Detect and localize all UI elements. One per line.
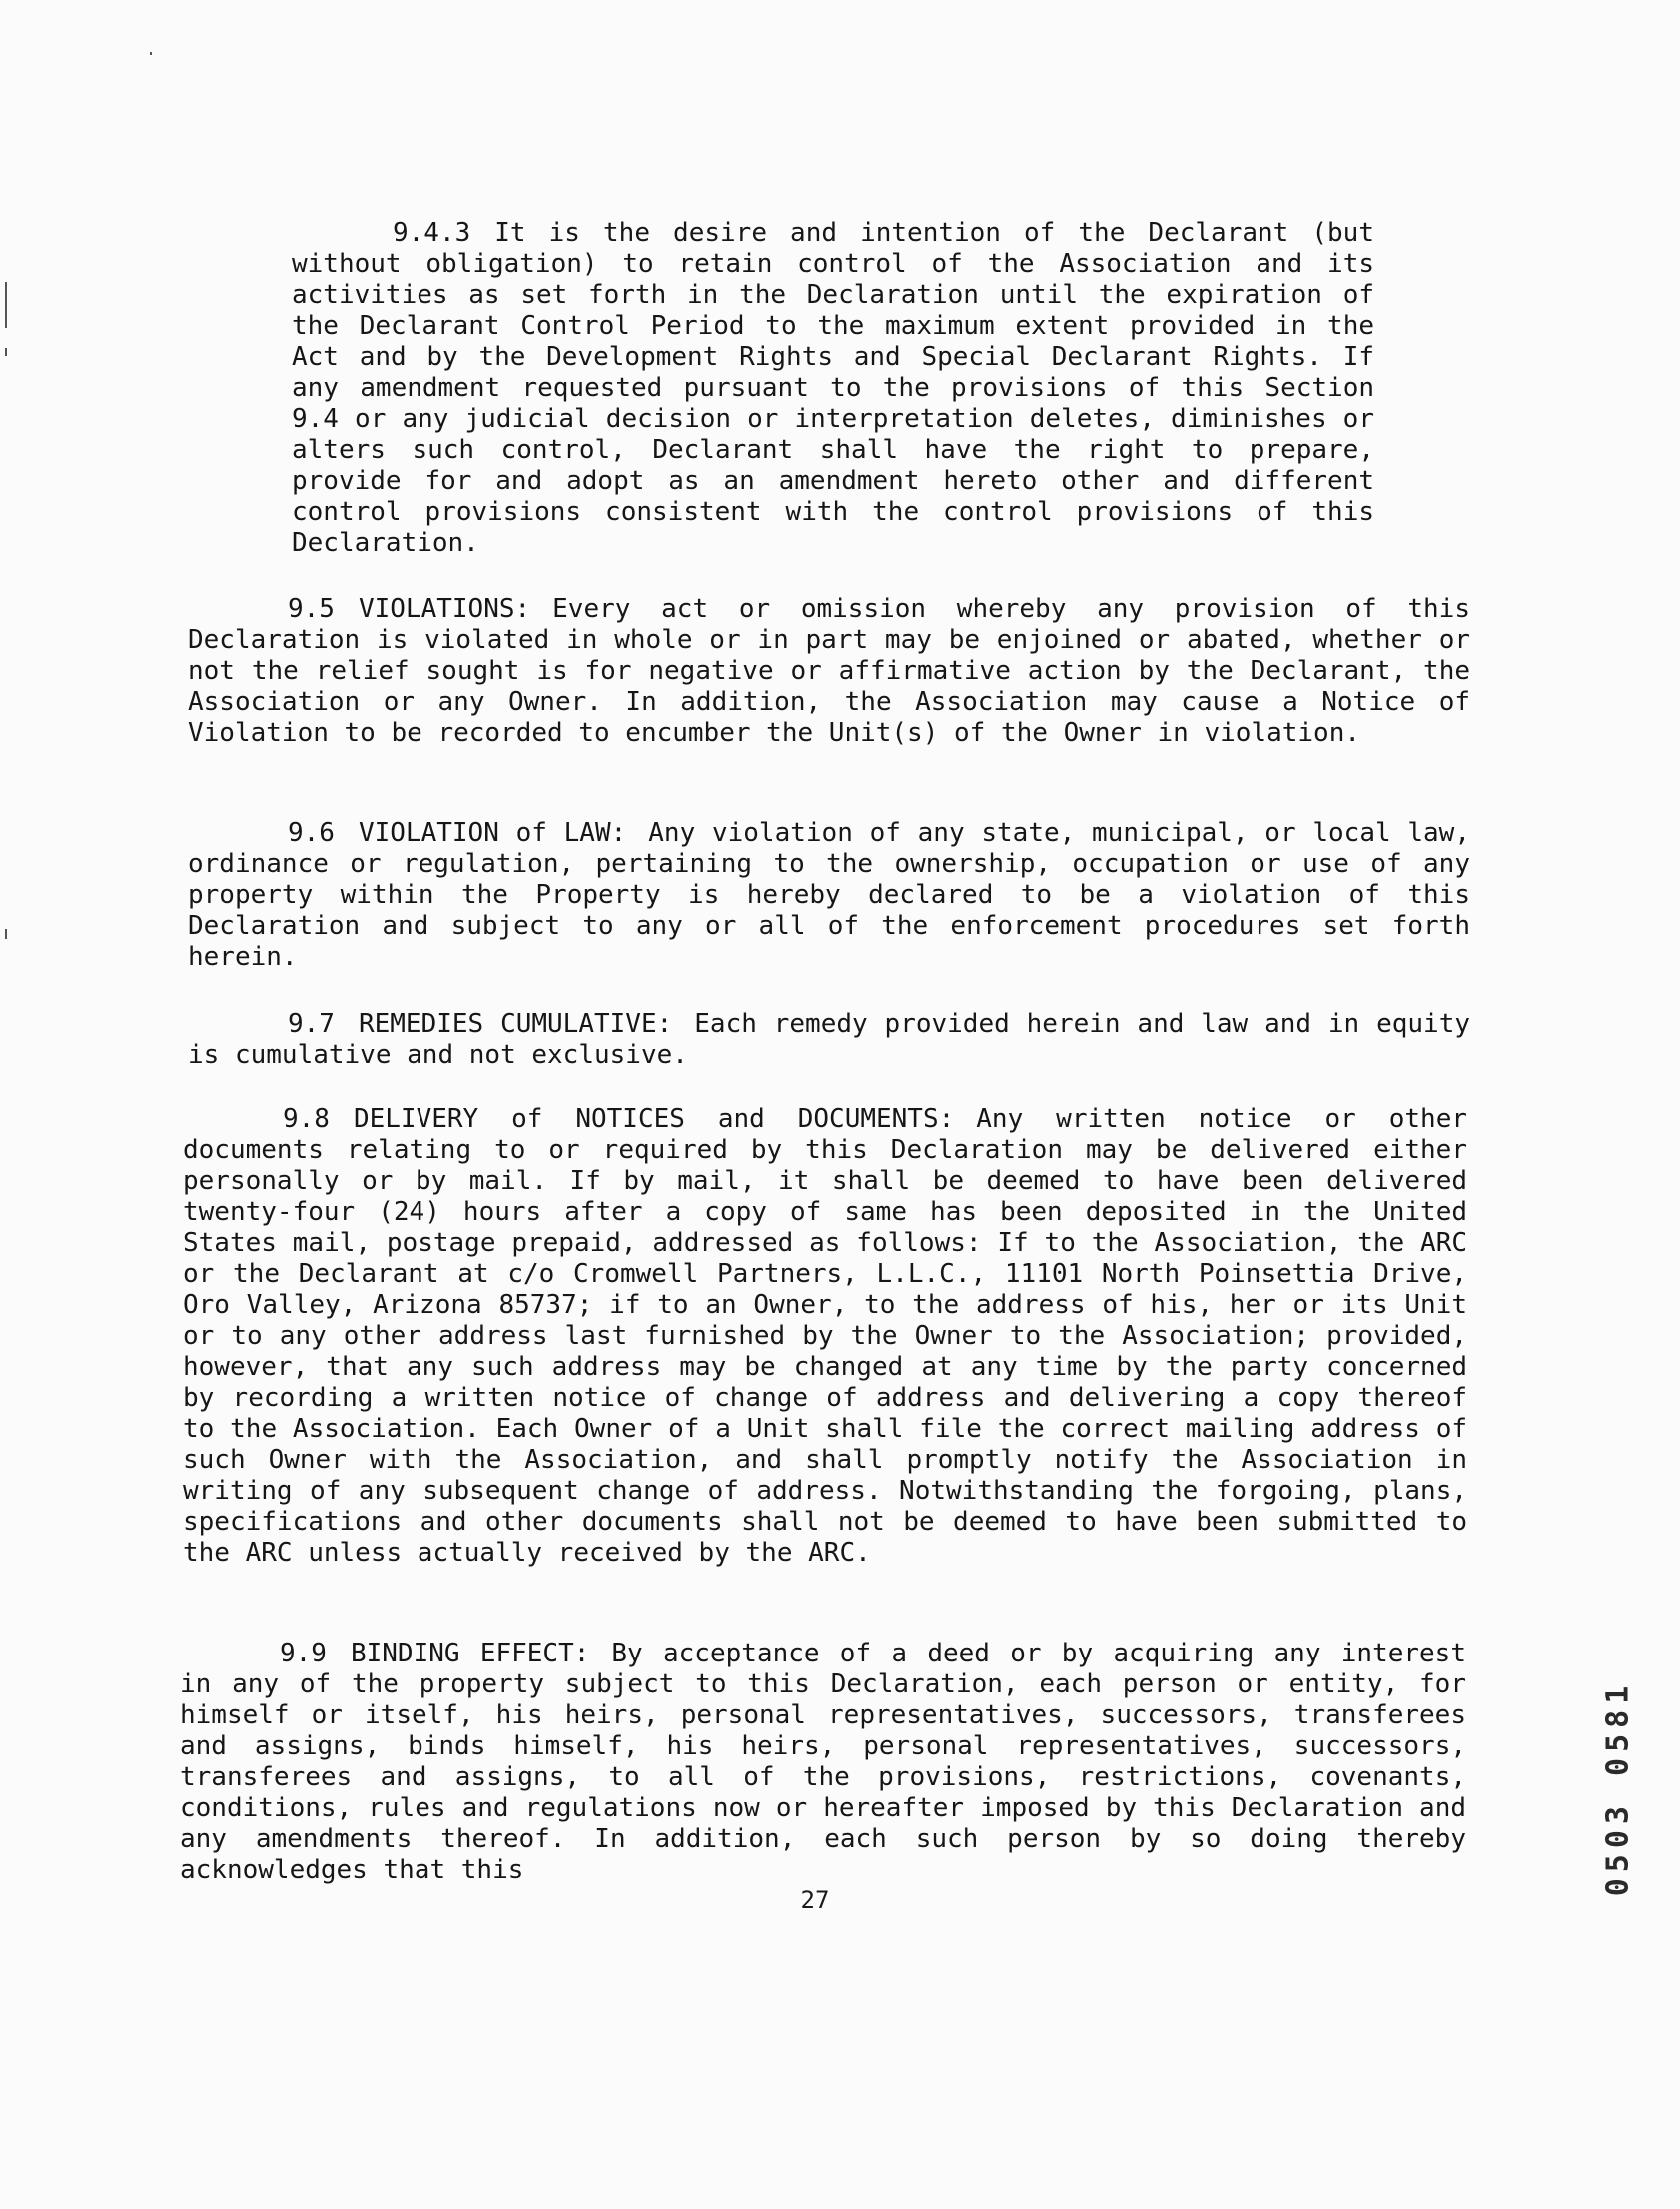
section-9-7 — [188, 1009, 1470, 1071]
scan-margin-tick — [5, 348, 7, 356]
recording-number-stamp — [1596, 1589, 1640, 1988]
section-body: Any violation of any state, municipal, or local law, ordinance or regulation, pertaining to the ownership, occupation or use of any property within the Property is hereby declared to be a violation of this Declaration and subject to any or all of the enforcement procedures set forth herein. — [188, 818, 1470, 972]
section-9-8 — [183, 1104, 1467, 1569]
section-heading: VIOLATION of LAW: — [358, 818, 627, 848]
section-body: Every act or omission whereby any provision of this Declaration is violated in whole or in part may be enjoined or abated, whether or not the relief sought is for negative or affirmative action by the Declarant, the Association or any Owner. In addition, the Association may cause a Notice of Violation to be recorded to encumber the Unit(s) of the Owner in violation. — [188, 594, 1470, 748]
scan-speck — [150, 52, 152, 55]
section-number: 9.5 — [288, 594, 335, 624]
scan-margin-line — [5, 282, 7, 328]
section-number: 9.8 — [283, 1104, 330, 1134]
section-heading: DELIVERY of NOTICES and DOCUMENTS: — [353, 1104, 955, 1134]
section-9-5 — [188, 594, 1470, 749]
section-number: 9.9 — [280, 1639, 327, 1668]
section-heading: VIOLATIONS: — [358, 594, 531, 624]
section-number: 9.7 — [288, 1009, 335, 1039]
scan-margin-tick — [5, 929, 7, 939]
section-body: It is the desire and intention of the Declarant (but without obligation) to retain control of the Association and its activities as set forth in the Declaration until the expiration of the Declarant Control Period to the maximum extent provided in the Act and by the Development Rights and Special Declarant Rights. If any amendment requested pursuant to the provisions of this Section 9.4 or any judicial decision or interpretation deletes, diminishes or alters such control, Declarant shall have the right to prepare, provide for and adopt as an amendment hereto other and different control provisions consistent with the control provisions of this Declaration. — [292, 218, 1374, 557]
section-9-4-3 — [292, 218, 1374, 558]
section-body: Any written notice or other documents relating to or required by this Declaration may be delivered either personally or by mail. If by mail, it shall be deemed to have been delivered twenty-four (24) hours after a copy of same has been deposited in the United States mail, postage prepaid, addressed as follows: If to the Association, the ARC or the Declarant at c/o Cromwell Partners, L.L.C., 11101 North Poinsettia Drive, Oro Valley, Arizona 85737; if to an Owner, to the address of his, her or its Unit or to any other address last furnished by the Owner to the Association; provided, however, that any such address may be changed at any time by the party concerned by recording a written notice of change of address and delivering a copy thereof to the Association. Each Owner of a Unit shall file the correct mailing address of such Owner with the Association, and shall promptly notify the Association in writing of any subsequent change of address. Notwithstanding the forgoing, plans, specifications and other documents shall not be deemed to have been submitted to the ARC unless actually received by the ARC. — [183, 1104, 1468, 1568]
section-heading: BINDING EFFECT: — [350, 1639, 590, 1668]
section-body: Each remedy provided herein and law and in equity is cumulative and not exclusive. — [188, 1009, 1471, 1070]
section-9-6 — [188, 818, 1470, 973]
section-number: 9.4.3 — [393, 218, 471, 248]
section-9-9 — [180, 1639, 1466, 1886]
section-number: 9.6 — [288, 818, 335, 848]
page-number: 27 — [800, 1886, 830, 1914]
section-body: By acceptance of a deed or by acquiring any interest in any of the property subject to this Declaration, each person or entity, for himself or itself, his heirs, personal representatives, successors, transferees and assigns, binds himself, his heirs, personal representatives, successors, transferees and assigns, to all of the provisions, restrictions, covenants, conditions, rules and regulations now or hereafter imposed by this Declaration and any amendments thereof. In addition, each such person by so doing thereby acknowledges that this — [180, 1639, 1466, 1885]
recording-number-text: 0503 0581 — [1600, 1679, 1636, 1897]
section-heading: REMEDIES CUMULATIVE: — [358, 1009, 673, 1039]
